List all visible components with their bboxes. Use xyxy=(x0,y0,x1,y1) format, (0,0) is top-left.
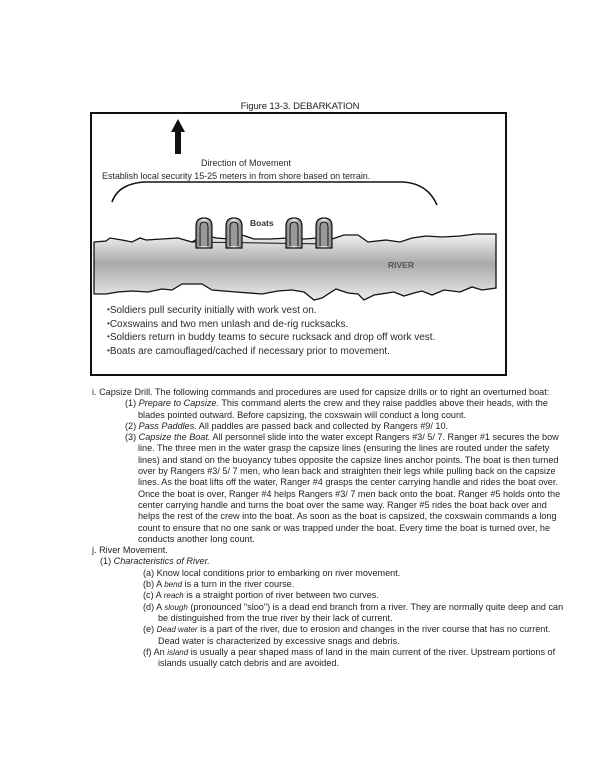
item-jd: (d) A slough (pronounced "sloo") is a dead end branch from a river. They are normally quite deep and can xyxy=(143,601,564,612)
river-label: RIVER xyxy=(388,260,414,270)
item-ja: (a) Know local conditions prior to embarking on river movement. xyxy=(143,567,401,578)
item-j1: (1) Characteristics of River. xyxy=(100,556,210,567)
boat-icon xyxy=(316,218,332,248)
boats-label: Boats xyxy=(250,218,274,228)
item-i1: (1) Prepare to Capsize. This command alerts the crew and they raise paddles above their heads, with the xyxy=(125,398,548,409)
item-jc: (c) A reach is a straight portion of river between two curves. xyxy=(143,590,379,601)
item-i3-line: count to ensure that no one sank or was trapped under the boat. Every time the boat is turned over, he xyxy=(138,522,551,533)
item-i3-line: lines. As the boat lifts off the water, Ranger #4 grasps the center carrying handle and rides the boat over. xyxy=(138,477,558,488)
security-perimeter-arc xyxy=(112,182,437,205)
boat-icon xyxy=(226,218,242,248)
item-jb: (b) A bend is a turn in the river course. xyxy=(143,579,295,590)
bullet-item: •Soldiers pull security initially with work vest on. xyxy=(107,305,317,316)
section-j-heading: j. River Movement. xyxy=(92,545,168,556)
item-jf-cont: islands usually catch debris and are avoided. xyxy=(158,658,339,669)
boat-icon xyxy=(196,218,212,248)
item-i3-line: conducts another long count. xyxy=(138,533,255,544)
boat-icon xyxy=(286,218,302,248)
item-jd-cont: be distinguished from the true river by their lack of current. xyxy=(158,612,393,623)
item-i2: (2) Pass Paddles. All paddles are passed back and collected by Rangers #9/ 10. xyxy=(125,420,449,431)
bullet-icon: • xyxy=(107,332,110,341)
bullet-icon: • xyxy=(107,318,110,328)
item-je-cont: Dead water is characterized by excessive snags and debris. xyxy=(158,635,400,646)
section-i-heading: i. Capsize Drill. The following commands and procedures are used for capsize drills or to right an overturned boat: xyxy=(92,387,550,397)
direction-arrow-icon xyxy=(171,119,185,154)
bullet-icon: • xyxy=(107,305,110,314)
item-i3-line: helps the rest of the crew into the boat. As soon as the boat is capsized, the coxswain commands a long xyxy=(138,511,557,522)
direction-label: Direction of Movement xyxy=(201,158,292,168)
bullet-item: •Boats are camouflaged/cached if necessary prior to movement. xyxy=(107,345,390,357)
document-body xyxy=(0,387,600,669)
item-je: (e) Dead water is a part of the river, due to erosion and changes in the river course that has no current. xyxy=(143,624,551,635)
debarkation-bullets xyxy=(107,304,435,358)
item-i1-cont: blades pointed outward. Before capsizing, the coxswain will conduct a long count. xyxy=(138,409,467,420)
item-i3: (3) Capsize the Boat. All personnel slide into the water except Rangers #3/ 5/ 7. Ranger #1 secures the bow xyxy=(125,432,559,443)
bullet-item: •Soldiers return in buddy teams to secure rucksack and drop off work vest. xyxy=(107,332,436,343)
item-i3-line: center carrying handle and turns the boat over the same way. Ranger #5 rides the boat back over and xyxy=(138,499,547,510)
security-label: Establish local security 15-25 meters in from shore based on terrain. xyxy=(102,171,371,181)
item-i3-line: line. The three men in the water grasp the capsize lines (ensuring the lines are routed under the safety xyxy=(138,443,550,454)
item-i3-line: lines) and stand on the buoyancy tubes opposite the capsize lines anchor points. The boat is then turned xyxy=(138,454,559,465)
bullet-icon: • xyxy=(107,345,110,355)
bullet-item: •Coxswains and two men unlash and de-rig rucksacks. xyxy=(107,318,349,330)
debarkation-figure xyxy=(90,112,507,376)
figure-caption: Figure 13-3. DEBARKATION xyxy=(240,101,360,112)
item-i3-line: Once the boat is over, Ranger #4 helps Rangers #3/ 7 men back onto the boat. Ranger #5 holds onto the xyxy=(138,488,561,499)
item-i3-line: over by Rangers #3/ 5/ 7 men, who lean back and straighten their legs while pulling back on the capsize xyxy=(138,466,556,477)
item-jf: (f) An island is usually a pear shaped mass of land in the main current of the river. Upstream portions of xyxy=(143,646,556,657)
